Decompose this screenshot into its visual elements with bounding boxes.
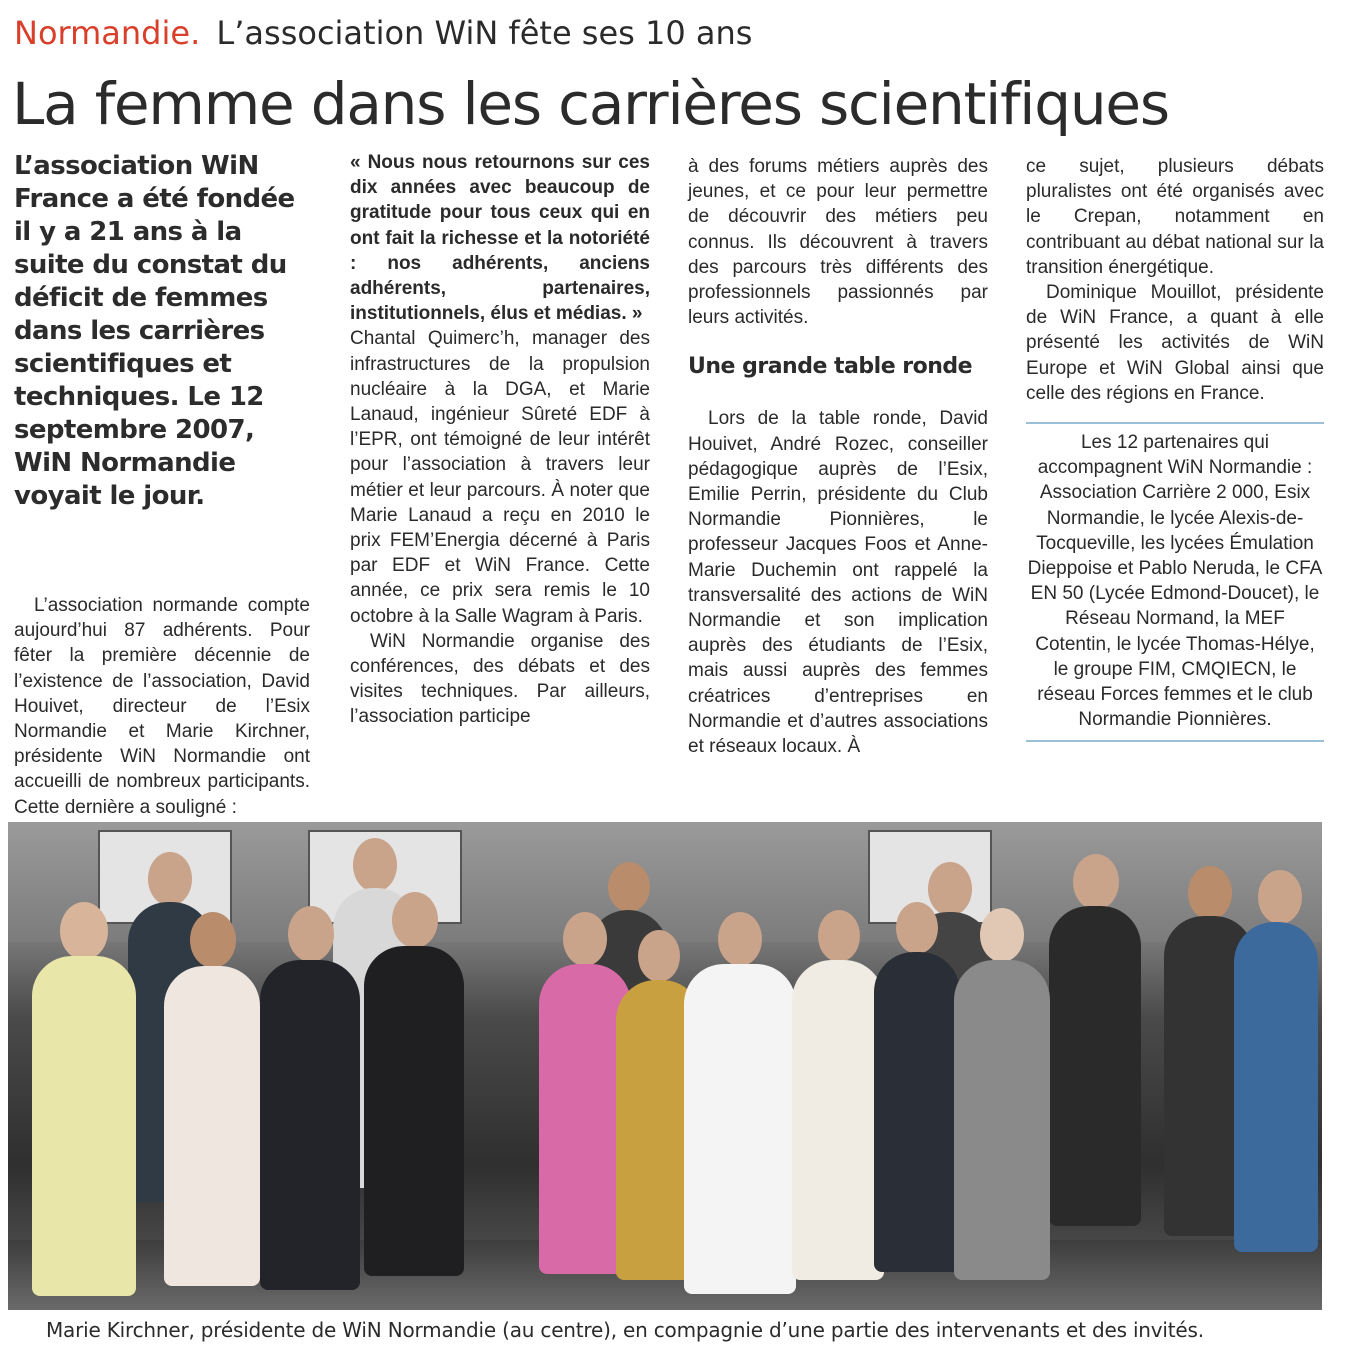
section-subhead: Une grande table ronde [688, 354, 973, 380]
kicker [14, 14, 752, 52]
headline: La femme dans les carrières scientifiques [12, 70, 1169, 138]
body-paragraph: WiN Normandie organise des conférences, des débats et des visites techniques. Par ailleurs, l’association participe [350, 630, 650, 728]
partners-box [1026, 422, 1324, 742]
column-1 [14, 150, 310, 820]
body-paragraph: Lors de la table ronde, David Houivet, André Rozec, conseiller pédagogique auprès de l’Esix, Emilie Perrin, présidente du Club Normandie Pionnières, le professeur Jacques Foos et Anne-Marie Duchemin ont rappelé la transversalité des actions de WiN Normandie et son implication auprès des étudiants de l’Esix, mais aussi auprès des femmes créatrices d’entreprises en Normandie et d’autres associations et réseaux locaux. À [688, 408, 988, 758]
column-3 [688, 154, 988, 759]
column-2 [350, 150, 650, 730]
kicker-region: Normandie. [14, 14, 201, 52]
body-paragraph: Chantal Quimerc’h, manager des infrastructures de la propulsion nucléaire à la DGA, et Marie Lanaud, ingénieur Sûreté EDF à l’EPR, ont témoigné de leur intérêt pour l’association à travers leur métier et leur parcours. À noter que Marie Lanaud a reçu en 2010 le prix FEM’Energia décerné à Paris par EDF et WiN France. Cette année, ce prix sera remis le 10 octobre à la Salle Wagram à Paris. [350, 328, 650, 627]
column-4 [1026, 154, 1324, 742]
body-paragraph: à des forums métiers auprès des jeunes, et ce pour leur permettre de découvrir des métiers peu connus. Ils découvrent à travers des parcours très différents des professionnels passionnés par leurs activités. [688, 156, 988, 329]
group-photo [8, 822, 1322, 1310]
body-paragraph: ce sujet, plusieurs débats pluralistes ont été organisés avec le Crepan, notamment en contribuant au débat national sur la transition énergétique. [1026, 156, 1324, 278]
quote-paragraph: « Nous nous retournons sur ces dix années avec beaucoup de gratitude pour tous ceux qui en ont fait la richesse et la notoriété : nos adhérents, anciens adhérents, partenaires, institutionnels, élus et médias. » [350, 152, 650, 325]
body-paragraph: L’association normande compte aujourd’hui 87 adhérents. Pour fêter la première décennie de l’existence de l’association, David Houivet, directeur de l’Esix Normandie et Marie Kirchner, présidente WiN Normandie ont accueilli de nombreux participants. Cette dernière a souligné : [14, 595, 310, 818]
partners-text: Les 12 partenaires qui accompagnent WiN Normandie : Association Carrière 2 000, Esix Normandie, le lycée Alexis-de-Tocqueville, les lycées Émulation Dieppoise et Pablo Neruda, le CFA EN 50 (Lycée Edmond-Doucet), le Réseau Normand, la MEF Cotentin, le lycée Thomas-Hélye, le groupe FIM, CMQIECN, le réseau Forces femmes et le club Normandie Pionnières. [1027, 432, 1323, 731]
kicker-subtitle: L’association WiN fête ses 10 ans [216, 14, 753, 52]
body-paragraph: Dominique Mouillot, présidente de WiN France, a quant à elle présenté les activités de WiN Europe et WiN Global ainsi que celle des régions en France. [1026, 282, 1324, 404]
lead-paragraph: L’association WiN France a été fondée il y a 21 ans à la suite du constat du déficit de femmes dans les carrières scientifiques et techniques. Le 12 septembre 2007, WiN Normandie voyait le jour. [14, 151, 295, 511]
photo-caption: Marie Kirchner, présidente de WiN Normandie (au centre), en compagnie d’une partie des intervenants et des invités. [46, 1318, 1204, 1342]
